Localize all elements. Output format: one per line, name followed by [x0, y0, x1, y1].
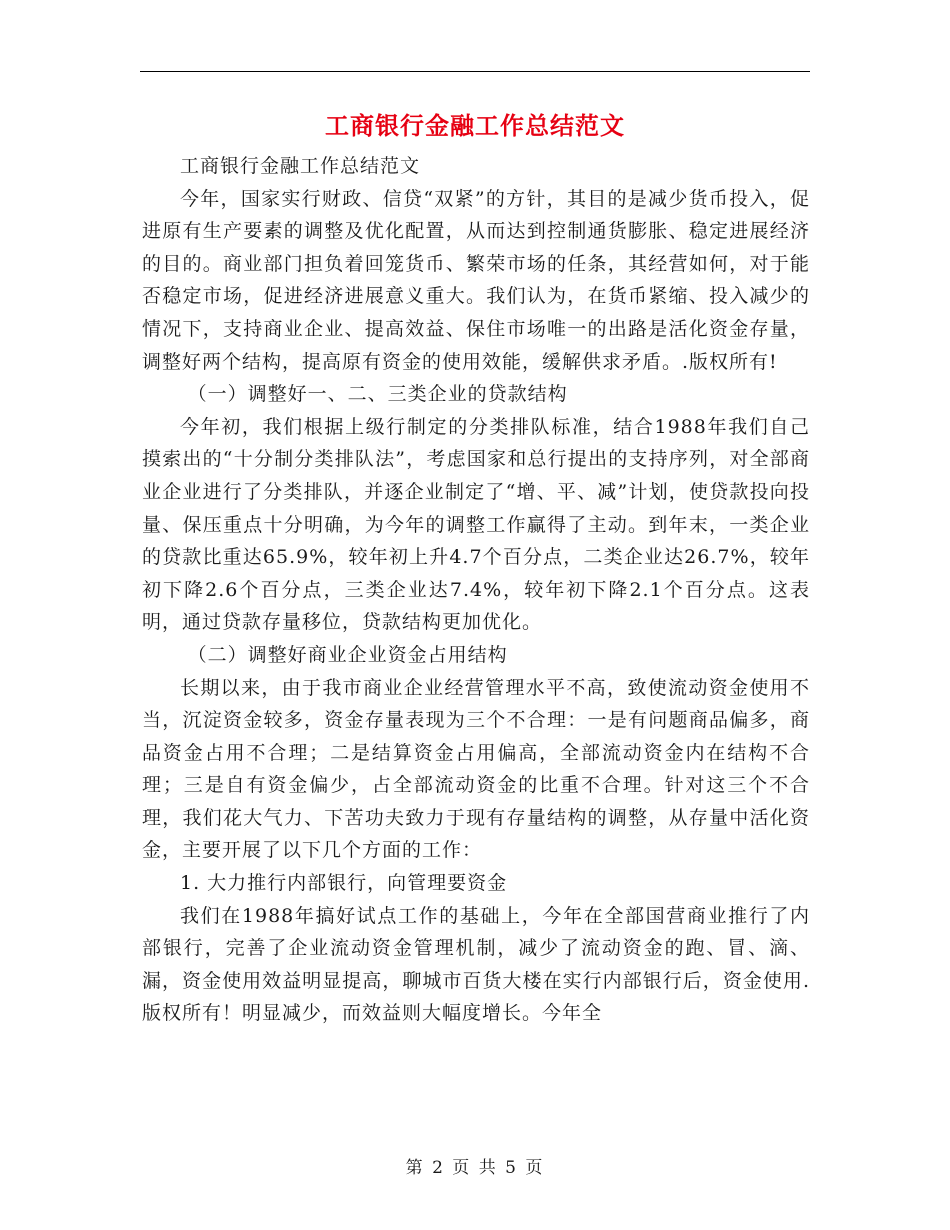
section-heading-1: （一）调整好一、二、三类企业的贷款结构	[187, 383, 568, 406]
section-heading-2: （二）调整好商业企业资金占用结构	[187, 643, 508, 666]
body-paragraph: 今年初，我们根据上级行制定的分类排队标准，结合1988年我们自己摸索出的“十分制分类排队法”，考虑国家和总行提出的支持序列，对全部商业企业进行了分类排队，并逐企业制定了“增、平、减”计划，使贷款投向投量、保压重点十分明确，为今年的调整工作赢得了主动。到年末，一类企业的贷款比重达65.9%，较年初上升4.7个百分点，二类企业达26.7%，较年初下降2.6个百分点，三类企业达7.4%，较年初下降2.1个百分点。这表明，通过贷款存量移位，贷款结构更加优化。	[142, 415, 810, 634]
body-paragraph: 长期以来，由于我市商业企业经营管理水平不高，致使流动资金使用不当，沉淀资金较多，资金存量表现为三个不合理：一是有问题商品偏多，商品资金占用不合理；二是结算资金占用偏高，全部流动资金内在结构不合理；三是自有资金偏少，占全部流动资金的比重不合理。针对这三个不合理，我们花大气力、下苦功夫致力于现有存量结构的调整，从存量中活化资金，主要开展了以下几个方面的工作：	[142, 676, 810, 862]
body-paragraph: 今年，国家实行财政、信贷“双紧”的方针，其目的是减少货币投入，促进原有生产要素的调整及优化配置，从而达到控制通货膨胀、稳定进展经济的目的。商业部门担负着回笼货币、繁荣市场的任条，其经营如何，对于能否稳定市场，促进经济进展意义重大。我们认为，在货币紧缩、投入减少的情况下，支持商业企业、提高效益、保住市场唯一的出路是活化资金存量，调整好两个结构，提高原有资金的使用效能，缓解供求矛盾。.版权所有!	[142, 187, 810, 373]
document-title: 工商银行金融工作总结范文	[325, 111, 625, 140]
page-footer	[0, 1153, 950, 1178]
document-body	[142, 150, 810, 1030]
body-paragraph-heading: 工商银行金融工作总结范文	[180, 155, 421, 177]
header-rule	[140, 71, 810, 72]
body-paragraph: 我们在1988年搞好试点工作的基础上，今年在全部国营商业推行了内部银行，完善了企业流动资金管理机制，减少了流动资金的跑、冒、滴、漏，资金使用效益明显提高，聊城市百货大楼在实行内部银行后，资金使用.版权所有！明显减少，而效益则大幅度增长。今年全	[142, 904, 810, 1025]
subsection-heading-1: 1. 大力推行内部银行，向管理要资金	[180, 872, 508, 895]
page-number-label: 第 2 页 共 5 页	[405, 1158, 545, 1178]
